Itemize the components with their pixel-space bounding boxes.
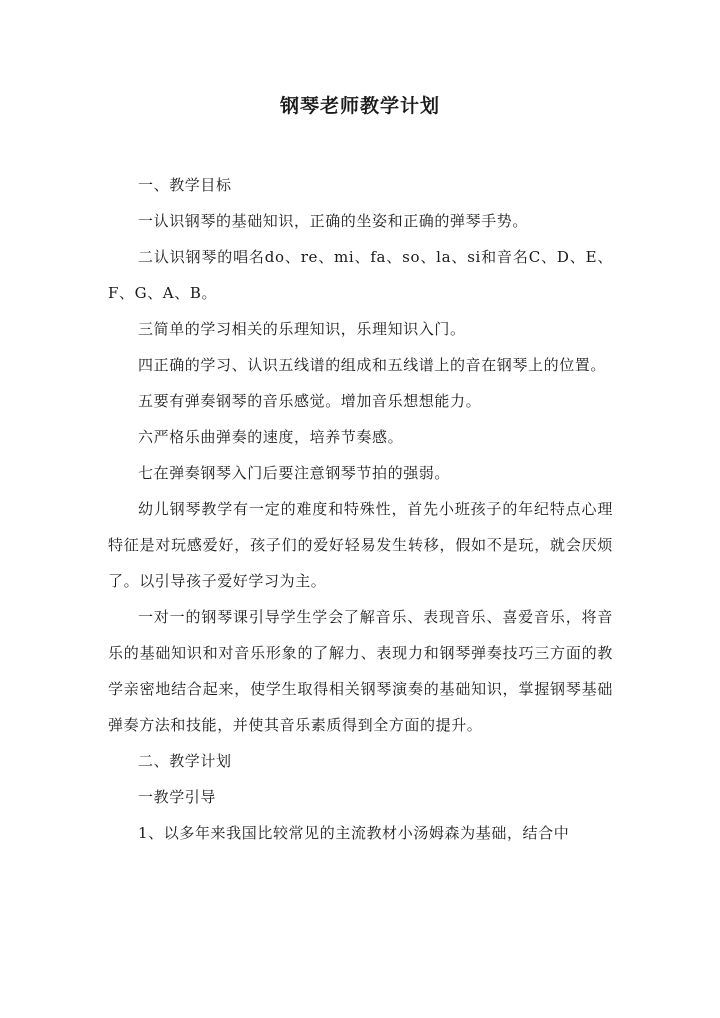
paragraph-goal-3: 三简单的学习相关的乐理知识，乐理知识入门。 [138, 320, 466, 338]
paragraph-plan-item-1: 1、以多年来我国比较常见的主流教材小汤姆森为基础，结合中 [138, 824, 570, 842]
paragraph-goal-5: 五要有弹奏钢琴的音乐感觉。增加音乐想想能力。 [138, 392, 482, 410]
paragraph-goal-1: 一认识钢琴的基础知识，正确的坐姿和正确的弹琴手势。 [138, 212, 529, 230]
paragraph-goal-6: 六严格乐曲弹奏的速度，培养节奏感。 [138, 428, 404, 446]
subsection-heading-guidance: 一教学引导 [138, 788, 217, 806]
paragraph-goal-4: 四正确的学习、认识五线谱的组成和五线谱上的音在钢琴上的位置。 [138, 356, 607, 374]
section-heading-teaching-plan: 二、教学计划 [138, 752, 232, 770]
paragraph-goal-7: 七在弹奏钢琴入门后要注意钢琴节拍的强弱。 [138, 464, 451, 482]
paragraph-one-on-one: 一对一的钢琴课引导学生学会了解音乐、表现音乐、喜爱音乐，将音乐的基础知识和对音乐形象的了解力、表现力和钢琴弹奏技巧三方面的教学亲密地结合起来，使学生取得相关钢琴演奏的基础知识，掌握钢琴基础弹奏方法和技能，并使其音乐素质得到全方面的提升。 [108, 608, 613, 734]
document-body [108, 167, 613, 851]
document-title: 钢琴老师教学计划 [279, 95, 440, 117]
paragraph-goal-2: 二认识钢琴的唱名do、re、mi、fa、so、la、si和音名C、D、E、F、G、A、B。 [108, 248, 613, 302]
section-heading-teaching-goals: 一、教学目标 [138, 176, 232, 194]
paragraph-child-teaching: 幼儿钢琴教学有一定的难度和特殊性，首先小班孩子的年纪特点心理特征是对玩感爱好，孩子们的爱好轻易发生转移，假如不是玩，就会厌烦了。以引导孩子爱好学习为主。 [108, 500, 613, 590]
